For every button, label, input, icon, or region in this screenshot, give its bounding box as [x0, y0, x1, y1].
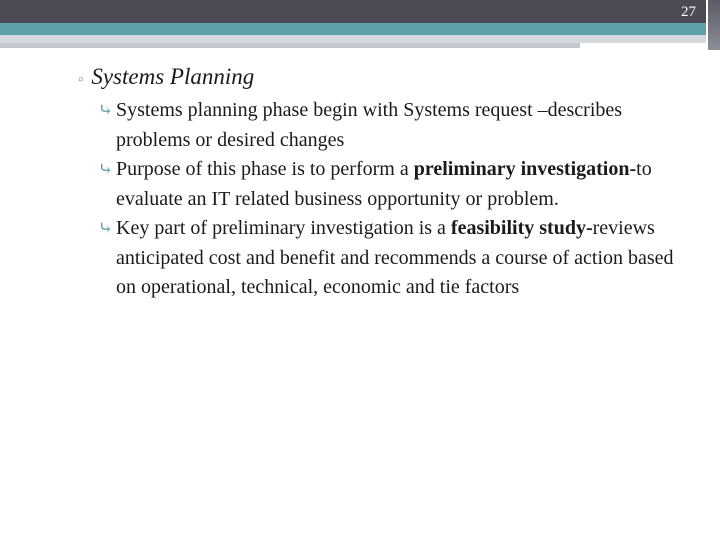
slide-heading: Systems Planning	[91, 64, 255, 89]
header-band	[0, 0, 706, 23]
bullet-bold-term: preliminary investigation-	[413, 158, 637, 180]
bullet-text: Systems planning phase begin with Systems request –describes problems or desired changes	[116, 99, 623, 151]
slide-content	[78, 64, 698, 303]
header-sub-band	[0, 35, 706, 43]
page-number: 27	[681, 4, 696, 20]
bullet-text: Purpose of this phase is to perform a	[116, 158, 414, 180]
header-edge	[708, 0, 720, 50]
heading-bullet	[78, 64, 698, 90]
square-bullet-icon: ▫	[78, 72, 84, 88]
list-item	[98, 96, 698, 155]
bullet-text: reviews anticipated cost and benefit and recommends a course of action based on operational, technical, economic and tie factors	[116, 217, 674, 298]
list-item	[98, 155, 698, 214]
list-item	[98, 214, 698, 303]
header-accent-band	[0, 23, 706, 35]
bullet-bold-term: feasibility study-	[450, 217, 593, 239]
curved-arrow-bullet-icon: ⤷	[98, 100, 114, 120]
curved-arrow-bullet-icon: ⤷	[98, 218, 114, 238]
bullet-text: to evaluate an IT related business opportunity or problem.	[116, 158, 652, 210]
header-sub-band-left	[0, 43, 580, 48]
curved-arrow-bullet-icon: ⤷	[98, 159, 114, 179]
bullet-text: Key part of preliminary investigation is a	[116, 217, 451, 239]
